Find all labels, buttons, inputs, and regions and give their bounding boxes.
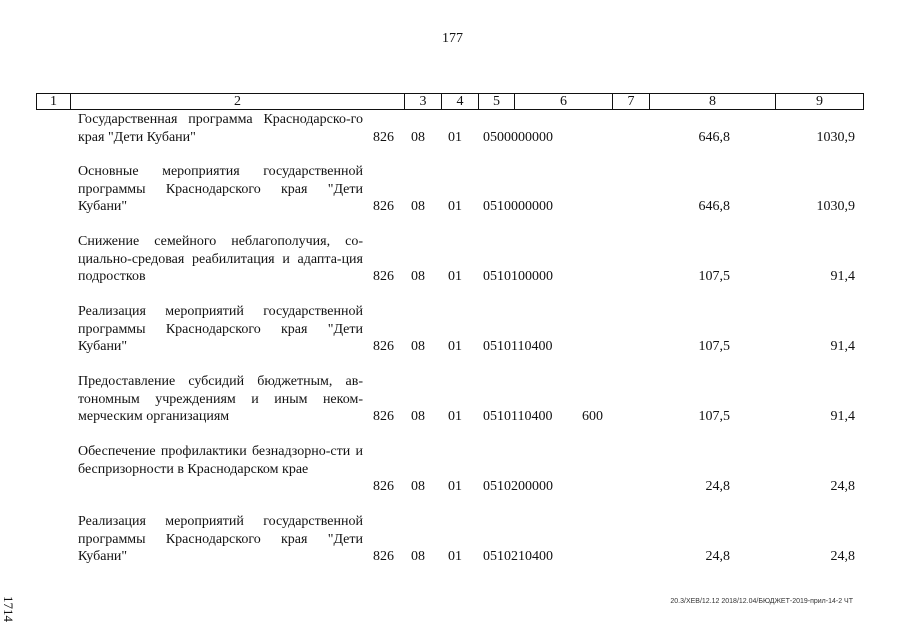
- page-number: 177: [442, 31, 463, 46]
- column-number: 4: [442, 94, 479, 110]
- row-amount-col9: 91,4: [830, 339, 855, 354]
- row-ved: 826: [373, 199, 394, 214]
- row-subsection: 01: [448, 409, 462, 424]
- row-section: 08: [411, 129, 425, 145]
- row-ved: 826: [373, 409, 394, 424]
- row-amount-col8: 24,8: [705, 549, 730, 564]
- row-subsection: 01: [448, 269, 462, 284]
- row-amount-col9: 1030,9: [816, 129, 855, 145]
- column-number: 9: [776, 94, 864, 110]
- table-row: [0, 513, 905, 583]
- row-description: Обеспечение профилактики безнадзорно-сти и беспризорности в Краснодарском крае: [78, 444, 363, 477]
- row-description: Реализация мероприятий государственной программы Краснодарского края "Дети Кубани": [78, 514, 363, 564]
- row-amount-col8: 107,5: [698, 339, 730, 354]
- column-number: 8: [650, 94, 776, 110]
- row-amount-col8: 24,8: [705, 479, 730, 494]
- row-section: 08: [411, 479, 425, 494]
- row-description: Основные мероприятия государственной программы Краснодарского края "Дети Кубани": [78, 164, 363, 214]
- row-amount-col9: 1030,9: [816, 199, 855, 214]
- row-ved: 826: [373, 339, 394, 354]
- row-ved: 826: [373, 269, 394, 284]
- row-subsection: 01: [448, 339, 462, 354]
- row-target-code: 0510100000: [483, 269, 553, 284]
- row-ved: 826: [373, 129, 394, 145]
- row-section: 08: [411, 199, 425, 214]
- table-row: [0, 443, 905, 513]
- row-subsection: 01: [448, 199, 462, 214]
- row-ved: 826: [373, 549, 394, 564]
- column-number: 1: [37, 94, 71, 110]
- row-section: 08: [411, 549, 425, 564]
- row-target-code: 0510210400: [483, 549, 553, 564]
- row-target-code: 0510200000: [483, 479, 553, 494]
- row-amount-col9: 24,8: [830, 479, 855, 494]
- row-subsection: 01: [448, 549, 462, 564]
- row-description: Реализация мероприятий государственной программы Краснодарского края "Дети Кубани": [78, 304, 363, 354]
- row-target-code: 0500000000: [483, 129, 553, 145]
- row-subsection: 01: [448, 479, 462, 494]
- row-description: Государственная программа Краснодарско-го края "Дети Кубани": [78, 112, 363, 145]
- row-ved: 826: [373, 479, 394, 494]
- table-row: [0, 163, 905, 233]
- column-number: 3: [405, 94, 442, 110]
- side-page-number: 1714: [1, 596, 16, 622]
- row-target-code: 0510110400: [483, 409, 553, 424]
- row-amount-col9: 91,4: [830, 409, 855, 424]
- row-expense-type: 600: [582, 409, 603, 424]
- row-amount-col8: 646,8: [698, 129, 730, 145]
- row-amount-col9: 24,8: [830, 549, 855, 564]
- row-amount-col8: 646,8: [698, 199, 730, 214]
- column-number: 5: [479, 94, 515, 110]
- row-description: Снижение семейного неблагополучия, со-циально-средовая реабилитация и адапта-ция подростков: [78, 234, 363, 284]
- row-section: 08: [411, 269, 425, 284]
- row-amount-col8: 107,5: [698, 269, 730, 284]
- row-section: 08: [411, 339, 425, 354]
- column-number: 2: [71, 94, 405, 110]
- row-description: Предоставление субсидий бюджетным, ав-тономным учреждениям и иным неком-мерческим организациям: [78, 374, 363, 424]
- row-section: 08: [411, 409, 425, 424]
- row-amount-col9: 91,4: [830, 269, 855, 284]
- row-target-code: 0510000000: [483, 199, 553, 214]
- document-footer-stamp: 20.3/XEB/12.12 2018/12.04/БЮДЖЕТ-2019-прил-14-2 ЧТ: [670, 598, 853, 605]
- column-number: 6: [515, 94, 613, 110]
- table-row: [0, 233, 905, 303]
- column-number: 7: [613, 94, 650, 110]
- table-row: [0, 373, 905, 443]
- row-subsection: 01: [448, 129, 462, 145]
- table-row: [0, 303, 905, 373]
- row-target-code: 0510110400: [483, 339, 553, 354]
- row-amount-col8: 107,5: [698, 409, 730, 424]
